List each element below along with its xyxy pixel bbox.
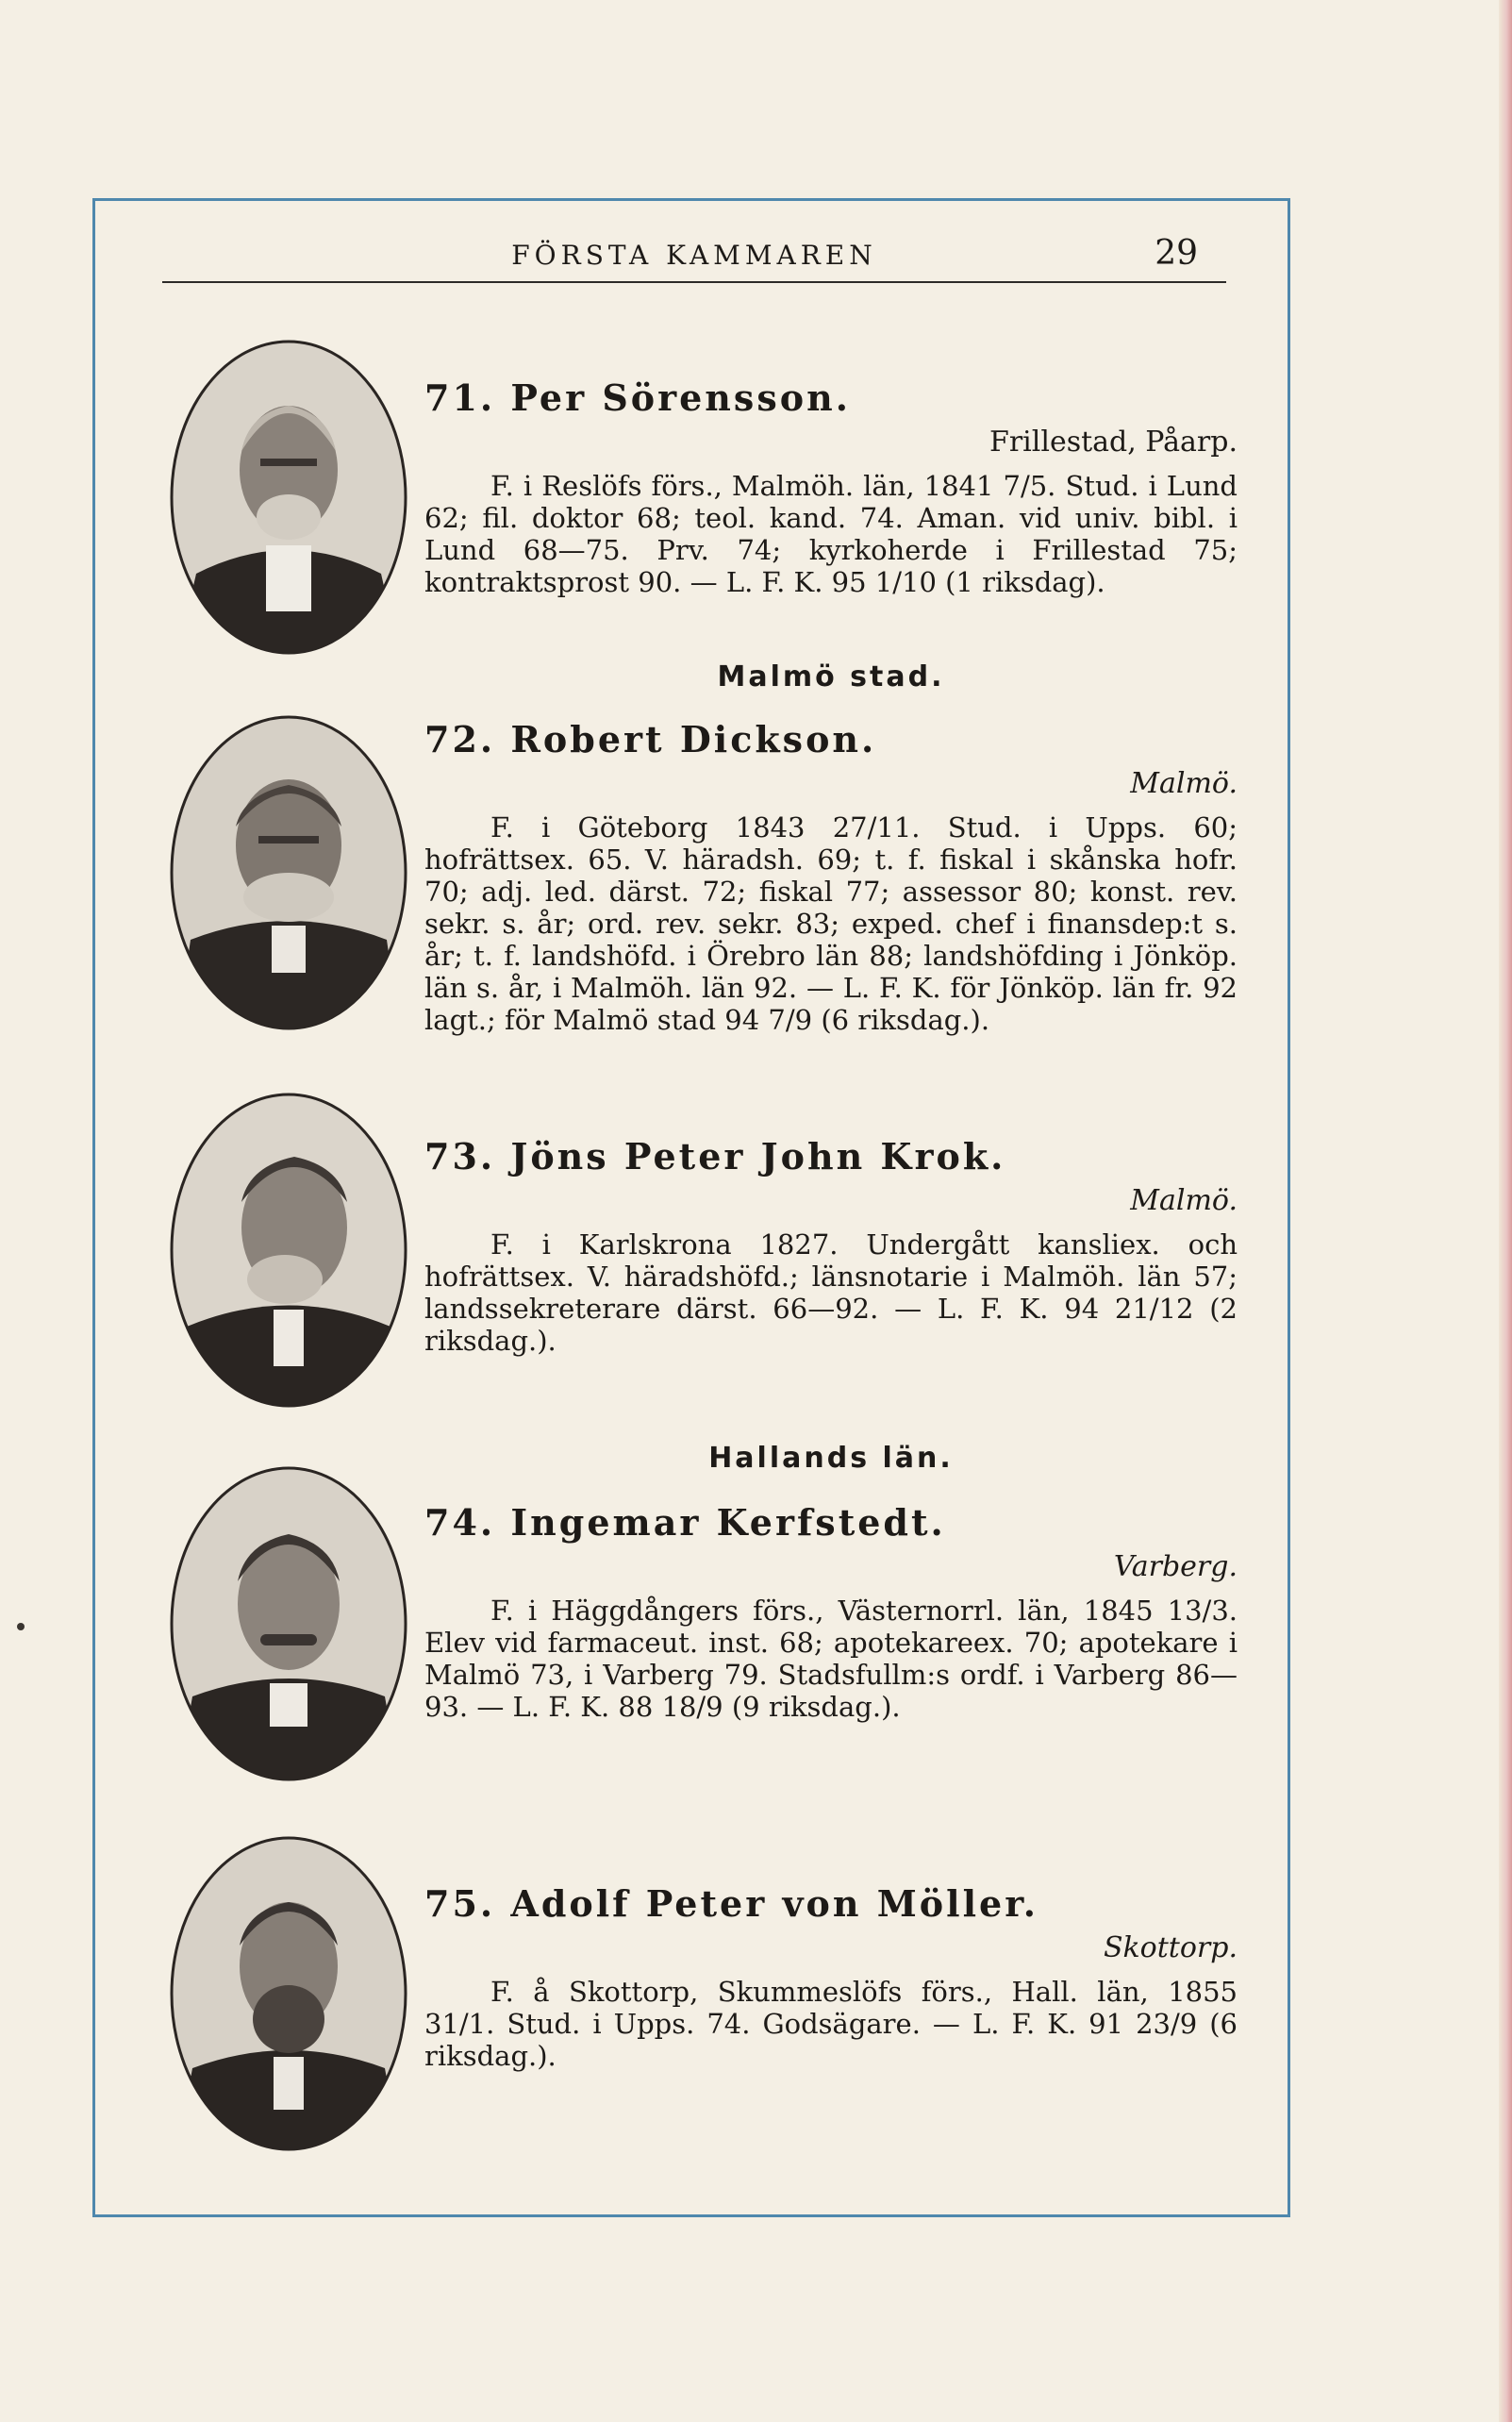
entry-biography: F. i Göteborg 1843 27/11. Stud. i Upps. 60; hofrättsex. 65. V. häradsh. 69; t. f. fiskal i skånska hofr. 70; adj. led. därst. 72; fiskal 77; assessor 80; konst. rev. sekr. s. år; ord. rev. sekr. 83; exped. chef i finansdep:t s. år; t. f. landshöfd. i Örebro län 88; landshöfding i Jönköp. län s. år, i Malmöh. län 92. — L. F. K. för Jönköp. län fr. 92 lagt.; för Malmö stad 94 7/9 (6 riksdag.). [424,811,1238,1036]
running-title: FÖRSTA KAMMAREN [511,240,877,271]
page-header [162,234,1226,283]
entry-74 [424,1502,1238,1723]
page-number: 29 [1155,234,1198,273]
entry-72 [424,719,1238,1036]
portrait-oval-1 [168,338,409,657]
section-heading-halland: Hallands län. [708,1442,954,1475]
entry-biography: F. å Skottorp, Skummeslöfs förs., Hall. län, 1855 31/1. Stud. i Upps. 74. Godsägare. — L. F. K. 91 23/9 (6 riksdag.). [424,1976,1238,2072]
entry-place: Skottorp. [1103,1931,1238,1964]
entry-place: Malmö. [1130,1184,1238,1217]
margin-mark [17,1623,25,1630]
entry-place: Malmö. [1130,767,1238,800]
entry-71 [424,377,1238,598]
entry-title: 72. Robert Dickson. [424,718,877,760]
portrait-oval-5 [168,1834,409,2153]
portrait-oval-2 [168,713,409,1032]
entry-biography: F. i Karlskrona 1827. Undergått kansliex. och hofrättsex. V. häradshöfd.; länsnotarie i Malmöh. län 57; landssekreterare därst. 66—92. — L. F. K. 94 21/12 (2 riksdag.). [424,1228,1238,1357]
page-edge [1499,0,1512,2422]
entry-biography: F. i Reslöfs förs., Malmöh. län, 1841 7/5. Stud. i Lund 62; fil. doktor 68; teol. kand. 74. Aman. vid univ. bibl. i Lund 68—75. Prv. 74; kyrkoherde i Frillestad 75; kontraktsprost 90. — L. F. K. 95 1/10 (1 riksdag). [424,470,1238,598]
portrait-oval-3 [168,1091,409,1410]
section-heading-malmo: Malmö stad. [717,660,945,693]
entry-title: 73. Jöns Peter John Krok. [424,1135,1006,1178]
entry-place: Frillestad, Påarp. [989,426,1238,459]
entry-place: Varberg. [1113,1550,1238,1583]
entry-title: 74. Ingemar Kerfstedt. [424,1501,946,1544]
entry-73 [424,1136,1238,1357]
entry-title: 71. Per Sörensson. [424,376,851,419]
entry-biography: F. i Häggdångers förs., Västernorrl. län, 1845 13/3. Elev vid farmaceut. inst. 68; apotekareex. 70; apotekare i Malmö 73, i Varberg 79. Stadsfullm:s ordf. i Varberg 86—93. — L. F. K. 88 18/9 (9 riksdag.). [424,1595,1238,1723]
entry-75 [424,1883,1238,2072]
entry-title: 75. Adolf Peter von Möller. [424,1882,1038,1925]
portrait-oval-4 [168,1464,409,1783]
